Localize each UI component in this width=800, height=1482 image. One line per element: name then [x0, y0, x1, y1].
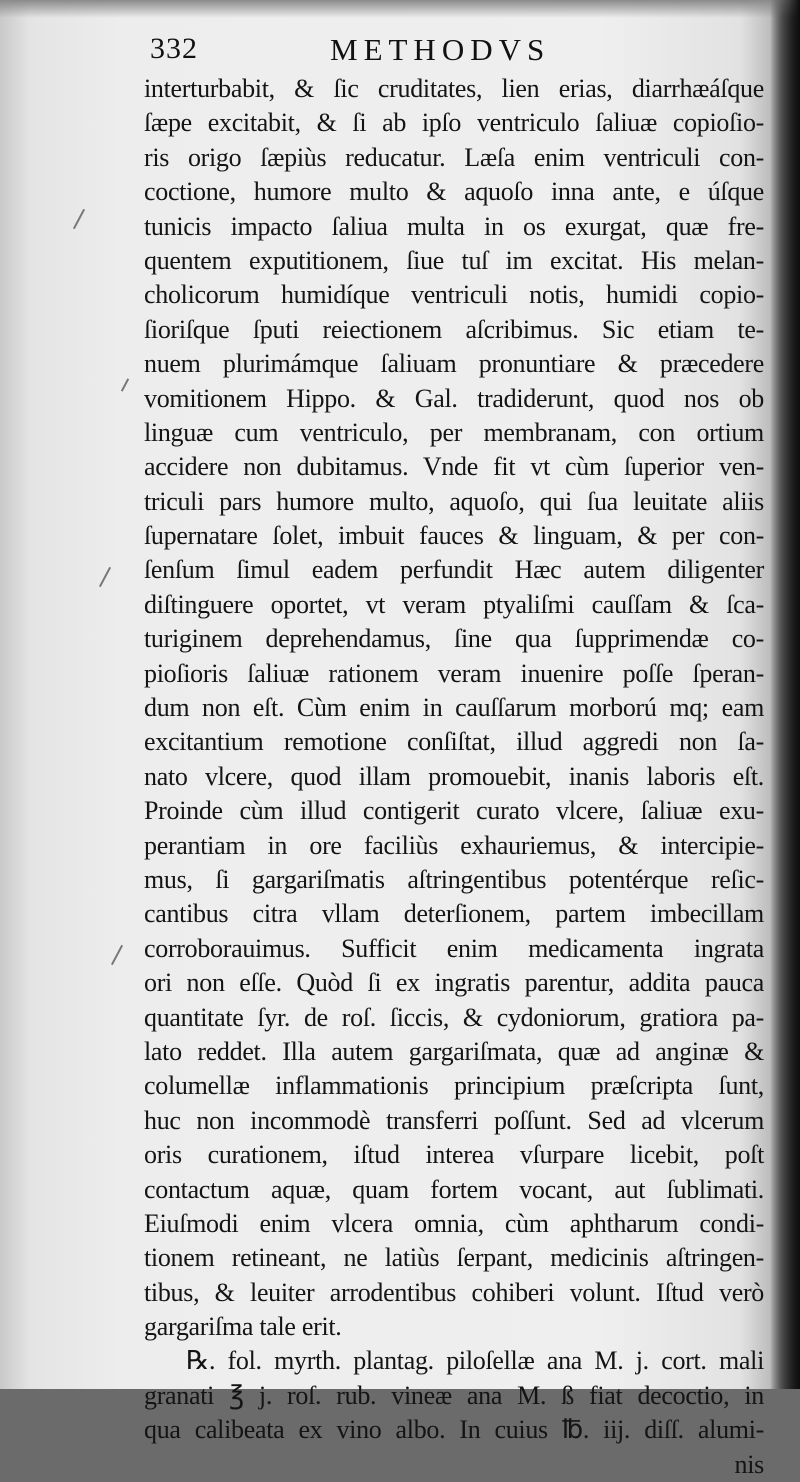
recipe-line: qua calibeata ex vino albo. In cuius ℔. iij. diſſ. alumi-: [144, 1415, 764, 1445]
text-line: corroborauimus. Sufficit enim medicamenta ingrata: [144, 933, 764, 963]
text-line: columellæ inflammationis principium præſcripta ſunt,: [144, 1071, 764, 1101]
text-line: accidere non dubitamus. Vnde fit vt cùm ſuperior ven-: [144, 452, 764, 482]
text-line: nuem plurimámque ſaliuam pronuntiare & præcedere: [144, 349, 764, 379]
text-line: cholicorum humidíque ventriculi notis, humidi copio-: [144, 280, 764, 310]
recipe-line: granati ℥ j. roſ. rub. vineæ ana M. ß fiat decoctio, in: [144, 1380, 764, 1410]
text-line: ſioriſque ſputi reiectionem aſcribimus. Sic etiam te-: [144, 314, 764, 344]
text-line: lato reddet. Illa autem gargariſmata, quæ ad anginæ &: [144, 1036, 764, 1066]
text-line: linguæ cum ventriculo, per membranam, con ortium: [144, 417, 764, 447]
text-line: triculi pars humore multo, aquoſo, qui ſua leuitate aliis: [144, 486, 764, 516]
text-line: dum non eſt. Cùm enim in cauſſarum morború mq; eam: [144, 693, 764, 723]
text-line: vomitionem Hippo. & Gal. tradiderunt, quod nos ob: [144, 383, 764, 413]
text-line: interturbabit, & ſic cruditates, lien erias, diarrhæáſque: [144, 74, 764, 103]
margin-pen-mark: [99, 567, 111, 587]
text-line: quantitate ſyr. de roſ. ſiccis, & cydoniorum, gratiora pa-: [144, 1002, 764, 1032]
text-line: coctione, humore multo & aquoſo inna ante, e úſque: [144, 177, 764, 207]
page-number: 332: [150, 32, 198, 65]
running-title: METHODVS: [330, 32, 551, 67]
body-text: [144, 72, 764, 1482]
text-line: tibus, & leuiter arrodentibus cohiberi volunt. Iſtud verò: [144, 1277, 764, 1307]
text-line: huc non incommodè transferri poſſunt. Sed ad vlcerum: [144, 1105, 764, 1135]
margin-pen-mark: [111, 945, 123, 965]
text-line: oris curationem, iſtud interea vſurpare licebit, poſt: [144, 1140, 764, 1170]
text-line: contactum aquæ, quam fortem vocant, aut ſublimati.: [144, 1174, 764, 1204]
running-head: [0, 28, 800, 68]
margin-pen-mark: [73, 209, 85, 229]
text-line: gargariſma tale erit.: [144, 1312, 342, 1342]
text-line: perantiam in ore faciliùs exhauriemus, & intercipie-: [144, 830, 764, 860]
text-line: Proinde cùm illud contigerit curato vlcere, ſaliuæ exu-: [144, 796, 764, 826]
text-line: turiginem deprehendamus, ſine qua ſupprimendæ co-: [144, 624, 764, 654]
text-line: pioſioris ſaliuæ rationem veram inuenire poſſe ſperan-: [144, 658, 764, 688]
text-line: diſtinguere oportet, vt veram ptyaliſmi cauſſam & ſca-: [144, 589, 764, 619]
text-line: mus, ſi gargariſmatis aſtringentibus potentérque reſic-: [144, 864, 764, 894]
text-line: quentem exputitionem, ſiue tuſ im excitat. His melan-: [144, 245, 764, 275]
text-line: ſenſum ſimul eadem perfundit Hæc autem diligenter: [144, 555, 764, 585]
text-line: tionem retineant, ne latiùs ſerpant, medicinis aſtringen-: [144, 1243, 764, 1273]
page-top-shadow: [0, 0, 800, 18]
text-line: nato vlcere, quod illam promouebit, inanis laboris eſt.: [144, 761, 764, 791]
margin-pen-mark: [121, 378, 129, 391]
text-line: ſupernatare ſolet, imbuit fauces & linguam, & per con-: [144, 521, 764, 551]
text-line: ori non eſſe. Quòd ſi ex ingratis parentur, addita pauca: [144, 968, 764, 998]
text-line: Eiuſmodi enim vlcera omnia, cùm aphtharum condi-: [144, 1208, 764, 1238]
recipe-line: ℞. fol. myrth. plantag. piloſellæ ana M. j. cort. mali: [186, 1346, 764, 1376]
catchword: nis: [734, 1449, 764, 1479]
text-line: excitantium remotione conſiſtat, illud aggredi non ſa-: [144, 727, 764, 757]
text-line: tunicis impacto ſaliua multa in os exurgat, quæ fre-: [144, 211, 764, 241]
text-line: ris origo ſæpiùs reducatur. Læſa enim ventriculi con-: [144, 142, 764, 172]
text-line: ſæpe excitabit, & ſi ab ipſo ventriculo ſaliuæ copioſio-: [144, 108, 764, 138]
text-line: cantibus citra vllam deterſionem, partem imbecillam: [144, 899, 764, 929]
page-gutter-shadow: [770, 0, 800, 1389]
